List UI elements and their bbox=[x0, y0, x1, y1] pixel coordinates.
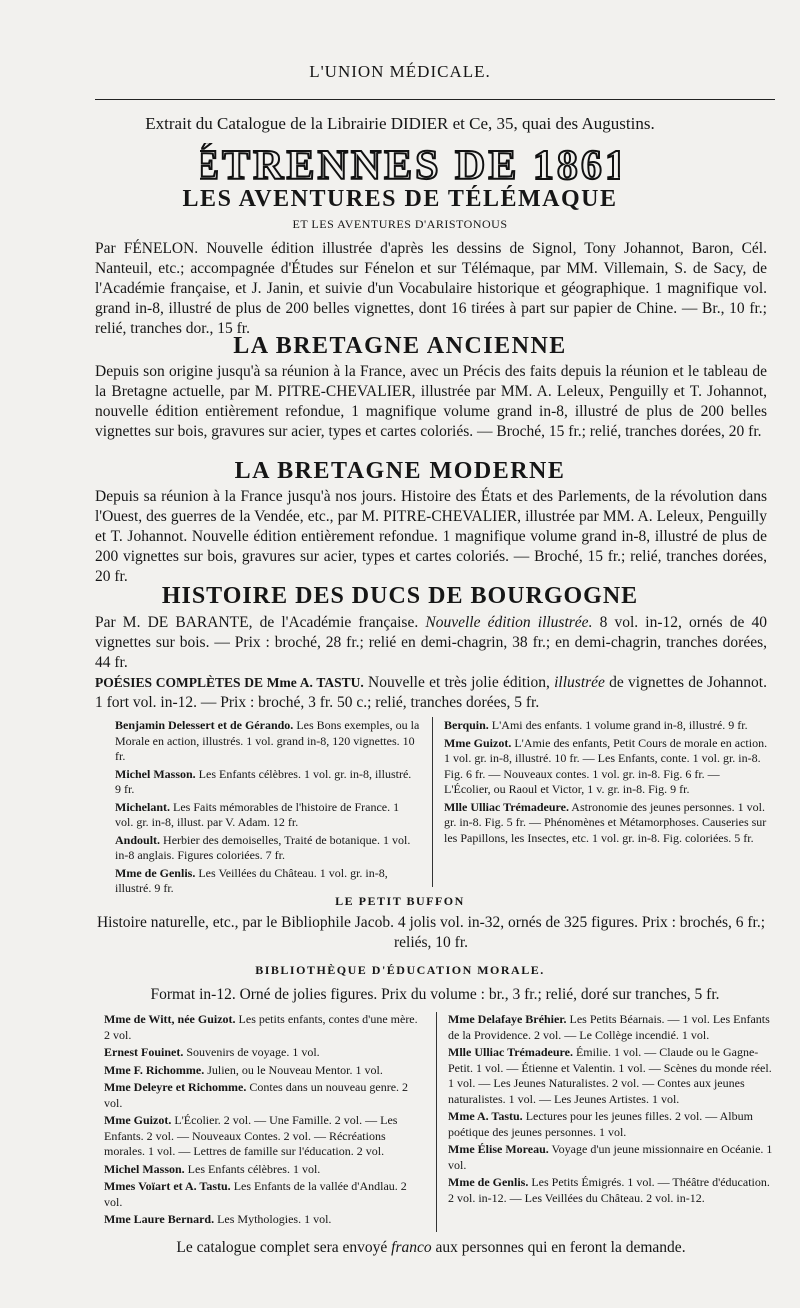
running-head: L'UNION MÉDICALE. bbox=[309, 62, 491, 81]
catalogue-entry bbox=[104, 1113, 422, 1160]
entry-author: Mme Élise Moreau. bbox=[448, 1142, 549, 1156]
entry-text: Les Petits Béarnais. — 1 vol. Les Enfants de la Providence. 2 vol. — Le Collège incendié. 1 vol. bbox=[448, 1012, 770, 1042]
list2-right-column bbox=[448, 1012, 774, 1206]
bourgogne-title: HISTOIRE DES DUCS DE BOURGOGNE bbox=[161, 583, 639, 609]
catalogue-entry bbox=[444, 718, 769, 734]
catalogue-entry bbox=[448, 1142, 774, 1173]
entry-author: Michelant. bbox=[115, 799, 170, 814]
entry-text: Les Bons exemples, ou la Morale en action, illustrés. 1 vol. grand in-8, 120 vignettes. 10 fr. bbox=[115, 718, 420, 763]
entry-author: Benjamin Delessert et de Gérando. bbox=[115, 718, 294, 732]
entry-text: Émilie. 1 vol. — Claude ou le Gagne-Petit. 1 vol. — Étienne et Valentin. 1 vol. — Scènes du monde réel. 1 vol. — Les Jeunes Naturalistes. 2 vol. — Contes aux jeunes naturalistes. 1 vol. — Les Jeunes Artistes. 1 vol. bbox=[448, 1045, 772, 1106]
catalogue-entry bbox=[115, 833, 420, 864]
tastu-lead: POÉSIES COMPLÈTES DE Mme A. TASTU. bbox=[95, 675, 364, 690]
list1-left-column bbox=[115, 718, 420, 897]
catalogue-entry bbox=[104, 1012, 422, 1043]
catalogue-entry bbox=[115, 767, 420, 798]
catalogue-entry bbox=[448, 1045, 774, 1107]
footer-note: Le catalogue complet sera envoyé franco aux personnes qui en feront la demande. bbox=[176, 1239, 686, 1256]
entry-text: Julien, ou le Nouveau Mentor. 1 vol. bbox=[204, 1062, 383, 1077]
entry-text: Les Enfants célèbres. 1 vol. bbox=[184, 1161, 321, 1176]
entry-text: Souvenirs de voyage. 1 vol. bbox=[183, 1045, 320, 1059]
etrennes-banner bbox=[200, 143, 620, 187]
etrennes-title: ÉTRENNES DE 1861 bbox=[200, 143, 620, 187]
entry-text: Herbier des demoiselles, Traité de botanique. 1 vol. in-8 anglais. Figures coloriées. 7 fr. bbox=[115, 832, 411, 862]
entry-author: Berquin. bbox=[444, 718, 489, 732]
entry-text: Les Faits mémorables de l'histoire de France. 1 vol. gr. in-8, illust. par V. Adam. 12 fr. bbox=[115, 799, 400, 829]
list2-left-column bbox=[104, 1012, 422, 1228]
catalogue-entry bbox=[448, 1012, 774, 1043]
entry-author: Mme Guizot. bbox=[104, 1113, 172, 1127]
entry-text: Lectures pour les jeunes filles. 2 vol. — Album poétique des jeunes personnes. 1 vol. bbox=[448, 1109, 753, 1139]
entry-author: Michel Masson. bbox=[115, 766, 196, 781]
entry-text: Voyage d'un jeune missionnaire en Océanie. 1 vol. bbox=[448, 1142, 773, 1172]
entry-text: L'Écolier. 2 vol. — Une Famille. 2 vol. — Les Enfants. 2 vol. — Nouveaux Contes. 2 vol. — Récréations morales. 1 vol. — Lettres de famille sur l'éducation. 2 vol. bbox=[104, 1113, 398, 1158]
entry-author: Mme Guizot. bbox=[444, 735, 512, 750]
catalogue-entry bbox=[115, 718, 420, 765]
bourgogne-description: Par M. DE BARANTE, de l'Académie française. Nouvelle édition illustrée. 8 vol. in-12, ornés de 40 vignettes sur bois. — Prix : broché, 28 fr.; relié en demi-chagrin, 38 fr.; en demi-chagrin, tranches dorées, 44 fr. bbox=[95, 614, 767, 671]
catalogue-entry bbox=[104, 1179, 422, 1210]
catalogue-entry bbox=[448, 1109, 774, 1140]
entry-author: Mme Deleyre et Richomme. bbox=[104, 1080, 247, 1094]
entry-author: Mme de Witt, née Guizot. bbox=[104, 1012, 236, 1026]
bretagne-moderne-title: LA BRETAGNE MODERNE bbox=[234, 458, 566, 484]
catalogue-entry bbox=[115, 866, 420, 897]
catalogue-entry bbox=[104, 1045, 422, 1061]
buffon-description: Histoire naturelle, etc., par le Bibliophile Jacob. 4 jolis vol. in-32, ornés de 325 figures. Prix : brochés, 6 fr.; reliés, 10 fr. bbox=[96, 914, 766, 951]
list2-divider bbox=[436, 1012, 437, 1232]
entry-text: L'Amie des enfants, Petit Cours de morale en action. 1 vol. gr. in-8, illustré. 10 fr. — Les Enfants, conte. 1 vol. gr. in-8. Fig. 6 fr. — Nouveaux contes. 1 vol. gr. in-8. Fig. 6 fr. — L'Écolier, ou Raoul et Victor, 1 v. gr. in-8. Fig. 9 fr. bbox=[444, 735, 768, 796]
tastu-description: POÉSIES COMPLÈTES DE Mme A. TASTU. Nouvelle et très jolie édition, illustrée de vignettes de Johannot. 1 fort vol. in-12. — Prix : broché, 3 fr. 50 c.; relié, tranches dorées, 5 fr. bbox=[95, 674, 767, 711]
entry-text: Les Mythologies. 1 vol. bbox=[214, 1212, 332, 1226]
list1-right-column bbox=[444, 718, 769, 846]
telemaque-subtitle: ET LES AVENTURES D'ARISTONOUS bbox=[292, 217, 508, 231]
catalogue-entry bbox=[104, 1162, 422, 1178]
entry-author: Mme F. Richomme. bbox=[104, 1062, 205, 1077]
entry-text: L'Ami des enfants. 1 volume grand in-8, illustré. 9 fr. bbox=[488, 718, 748, 732]
catalogue-entry bbox=[104, 1063, 422, 1079]
catalogue-entry bbox=[104, 1212, 422, 1228]
catalogue-entry bbox=[104, 1080, 422, 1111]
bretagne-moderne-description: Depuis sa réunion à la France jusqu'à nos jours. Histoire des États et des Parlements, de la révolution dans l'Ouest, des guerres de la Vendée, etc., par M. PITRE-CHEVALIER, illustrée par MM. A. Leleux, Penguilly et T. Johannot. Nouvelle édition entièrement refondue. 1 magnifique volume grand in-8, illustré de plus de 200 vignettes sur bois, gravures sur acier, types et cartes coloriés. — Broché, 15 fr.; relié, tranches dorées, 20 fr. bbox=[95, 488, 767, 585]
entry-text: Astronomie des jeunes personnes. 1 vol. gr. in-8. Fig. 5 fr. — Phénomènes et Métamorphoses. Causeries sur les Papillons, les Insectes, etc. 1 vol. gr. in-8. Fig. coloriées. 5 fr. bbox=[444, 799, 767, 845]
bretagne-ancienne-title: LA BRETAGNE ANCIENNE bbox=[233, 333, 567, 359]
bibliotheque-format: Format in-12. Orné de jolies figures. Prix du volume : br., 3 fr.; relié, doré sur tranches, 5 fr. bbox=[150, 986, 720, 1003]
entry-author: Andoult. bbox=[115, 832, 161, 847]
entry-author: Mme A. Tastu. bbox=[448, 1109, 523, 1123]
entry-author: Michel Masson. bbox=[104, 1161, 185, 1176]
telemaque-title: LES AVENTURES DE TÉLÉMAQUE bbox=[182, 186, 618, 212]
header-rule bbox=[95, 99, 775, 100]
entry-text: Les Enfants célèbres. 1 vol. gr. in-8, illustré. 9 fr. bbox=[115, 766, 412, 796]
catalogue-entry bbox=[444, 736, 769, 798]
bretagne-ancienne-description: Depuis son origine jusqu'à sa réunion à la France, avec un Précis des faits depuis la réunion et le tableau de la Bretagne actuelle, par M. PITRE-CHEVALIER, illustrée par MM. A. Leleux, Penguilly et T. Johannot, nouvelle édition entièrement refondue, 1 magnifique volume grand in-8, illustré de plus de 200 belles vignettes sur bois, gravures sur acier, types et cartes coloriés. — Broché, 15 fr.; relié, tranches dorées, 20 fr. bbox=[95, 363, 767, 440]
list1-divider bbox=[432, 717, 433, 887]
entry-author: Mme Delafaye Bréhier. bbox=[448, 1012, 567, 1026]
entry-author: Mmes Voïart et A. Tastu. bbox=[104, 1179, 231, 1193]
catalogue-entry bbox=[444, 800, 769, 847]
entry-text: Contes dans un nouveau genre. 2 vol. bbox=[104, 1080, 409, 1110]
buffon-title: LE PETIT BUFFON bbox=[335, 894, 465, 908]
catalogue-entry bbox=[448, 1175, 774, 1206]
bibliotheque-title: BIBLIOTHÈQUE D'ÉDUCATION MORALE. bbox=[255, 963, 545, 977]
entry-text: Les Veillées du Château. 1 vol. gr. in-8, illustré. 9 fr. bbox=[115, 865, 388, 895]
entry-author: Mlle Ulliac Trémadeure. bbox=[444, 799, 569, 814]
telemaque-description: Par FÉNELON. Nouvelle édition illustrée d'après les dessins de Signol, Tony Johannot, Baron, Cél. Nanteuil, etc.; accompagnée d'Études sur Fénelon et sur Télémaque, par MM. Villemain, S. de Sacy, de l'Académie française, et J. Janin, et suivie d'un Vocabulaire historique et géographique. 1 magnifique vol. grand in-8, illustré de plus de 200 belles vignettes, dont 16 tirées à part sur papier de Chine. — Br., 10 fr.; relié, tranches dor., 15 fr. bbox=[95, 240, 767, 337]
entry-text: Les Enfants de la vallée d'Andlau. 2 vol. bbox=[104, 1179, 407, 1209]
entry-author: Mme de Genlis. bbox=[115, 865, 196, 880]
entry-author: Mme de Genlis. bbox=[448, 1175, 529, 1189]
entry-author: Mme Laure Bernard. bbox=[104, 1212, 215, 1226]
extrait-line: Extrait du Catalogue de la Librairie DIDIER et Ce, 35, quai des Augustins. bbox=[145, 114, 655, 133]
entry-author: Ernest Fouinet. bbox=[104, 1045, 184, 1059]
catalogue-entry bbox=[115, 800, 420, 831]
entry-text: Les petits enfants, contes d'une mère. 2 vol. bbox=[104, 1012, 418, 1042]
entry-author: Mlle Ulliac Trémadeure. bbox=[448, 1045, 573, 1059]
entry-text: Les Petits Émigrés. 1 vol. — Théâtre d'éducation. 2 vol. in-12. — Les Veillées du Château. 2 vol. in-12. bbox=[448, 1175, 770, 1205]
